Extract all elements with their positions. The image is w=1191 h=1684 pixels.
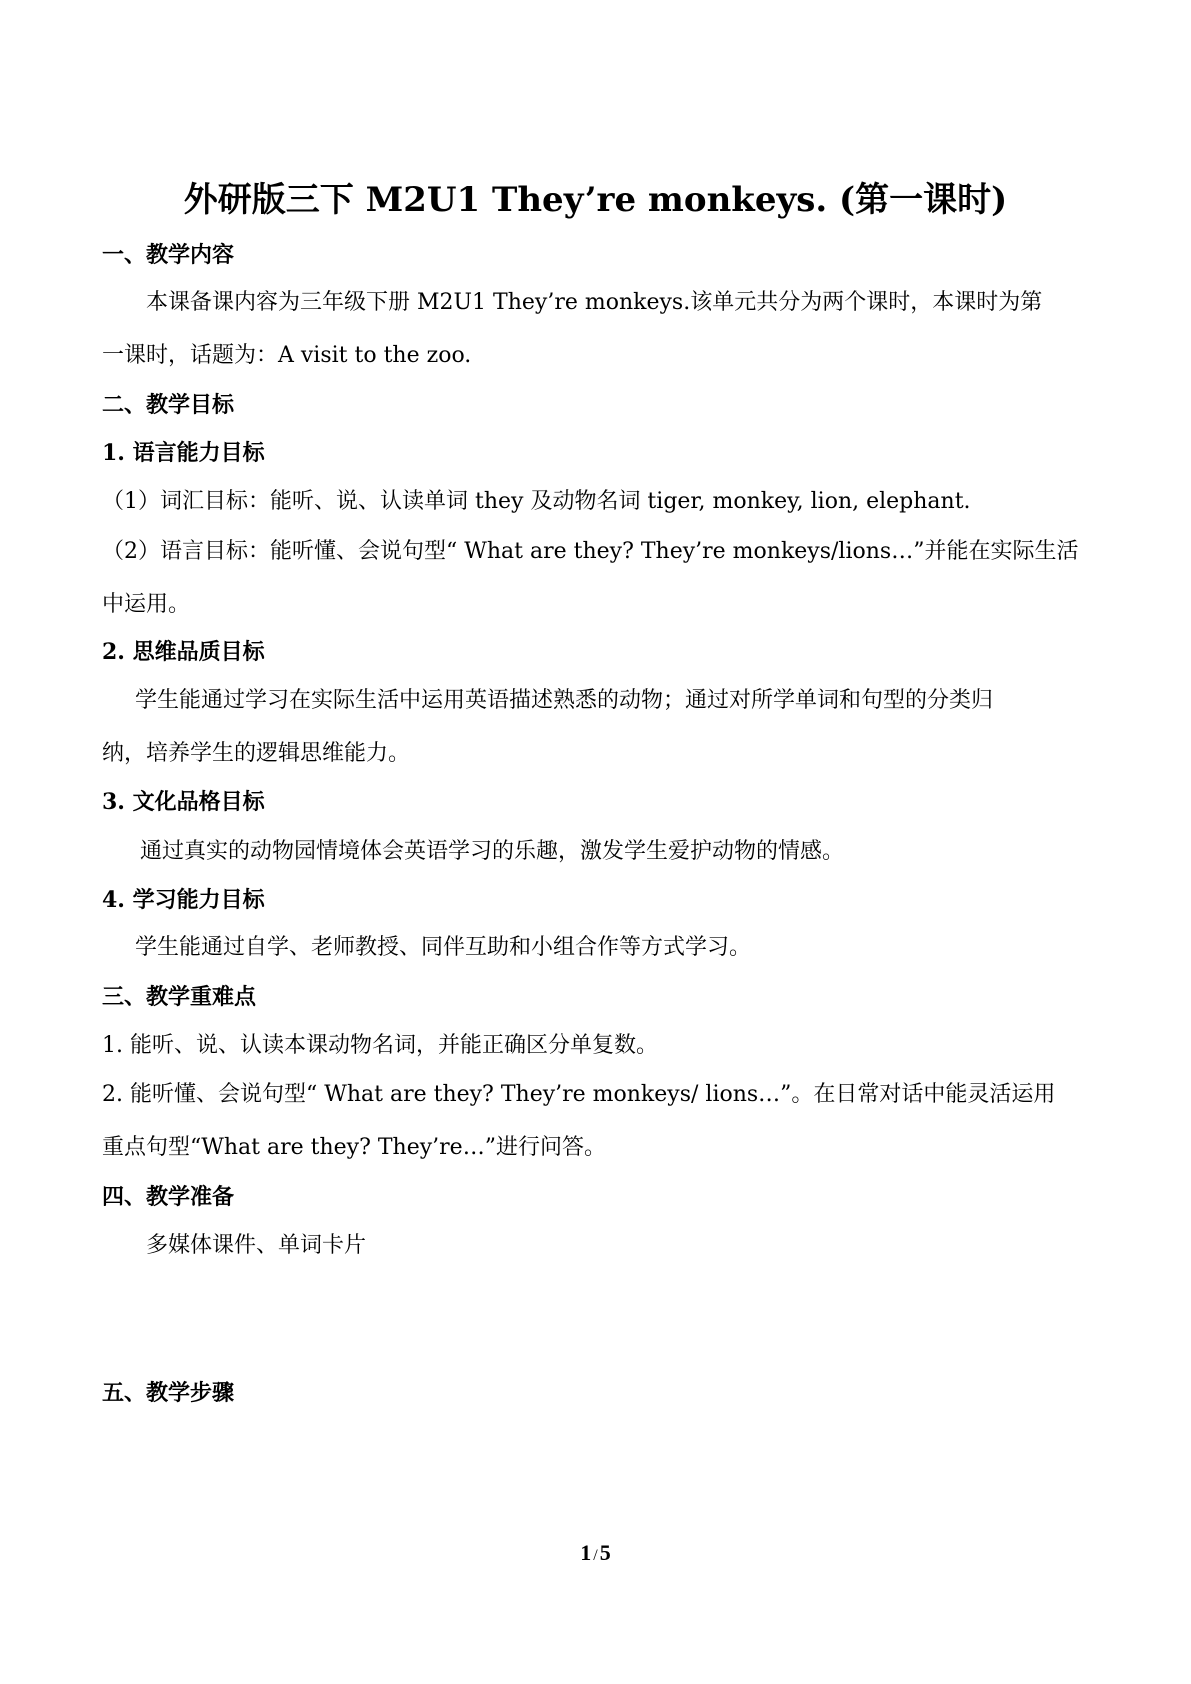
- paragraph-line: 一课时，话题为：A visit to the zoo.: [102, 343, 472, 368]
- section-heading-key-points: 三、教学重难点: [102, 984, 257, 1010]
- section-heading-objectives: 二、教学目标: [102, 392, 235, 418]
- total-pages-number: 5: [599, 1540, 611, 1565]
- paragraph-line: 本课备课内容为三年级下册 M2U1 They’re monkeys.该单元共分为两个课时，本课时为第: [146, 290, 1043, 315]
- list-item-continued: 重点句型“What are they? They’re…”进行问答。: [102, 1135, 606, 1160]
- list-item: 1. 能听、说、认读本课动物名词，并能正确区分单复数。: [102, 1033, 658, 1058]
- paragraph-line: 学生能通过自学、老师教授、同伴互助和小组合作等方式学习。: [135, 935, 752, 960]
- paragraph-line: 学生能通过学习在实际生活中运用英语描述熟悉的动物；通过对所学单词和句型的分类归: [135, 688, 994, 713]
- list-item: 2. 能听懂、会说句型“ What are they? They’re monkeys/ lions…”。在日常对话中能灵活运用: [102, 1082, 1056, 1107]
- list-item-continued: 中运用。: [102, 592, 191, 617]
- list-item: （2）语言目标：能听懂、会说句型“ What are they? They’re monkeys/lions…”并能在实际生活: [102, 539, 1079, 564]
- subheading-language: 1. 语言能力目标: [102, 440, 265, 466]
- subheading-culture: 3. 文化品格目标: [102, 789, 265, 815]
- paragraph-line: 纳，培养学生的逻辑思维能力。: [102, 741, 411, 766]
- document-title: 外研版三下 M2U1 They’re monkeys. (第一课时): [183, 180, 1008, 220]
- section-heading-content: 一、教学内容: [102, 242, 235, 268]
- subheading-thinking: 2. 思维品质目标: [102, 639, 265, 665]
- paragraph-line: 通过真实的动物园情境体会英语学习的乐趣，激发学生爱护动物的情感。: [140, 839, 845, 864]
- page-separator: /: [593, 1547, 598, 1564]
- subheading-learning: 4. 学习能力目标: [102, 887, 265, 913]
- section-heading-steps: 五、教学步骤: [102, 1380, 235, 1406]
- current-page-number: 1: [580, 1540, 592, 1565]
- section-heading-preparation: 四、教学准备: [102, 1184, 235, 1210]
- paragraph-line: 多媒体课件、单词卡片: [146, 1233, 367, 1258]
- page-number: [0, 1540, 1191, 1566]
- list-item: （1）词汇目标：能听、说、认读单词 they 及动物名词 tiger, monkey, lion, elephant.: [102, 489, 971, 514]
